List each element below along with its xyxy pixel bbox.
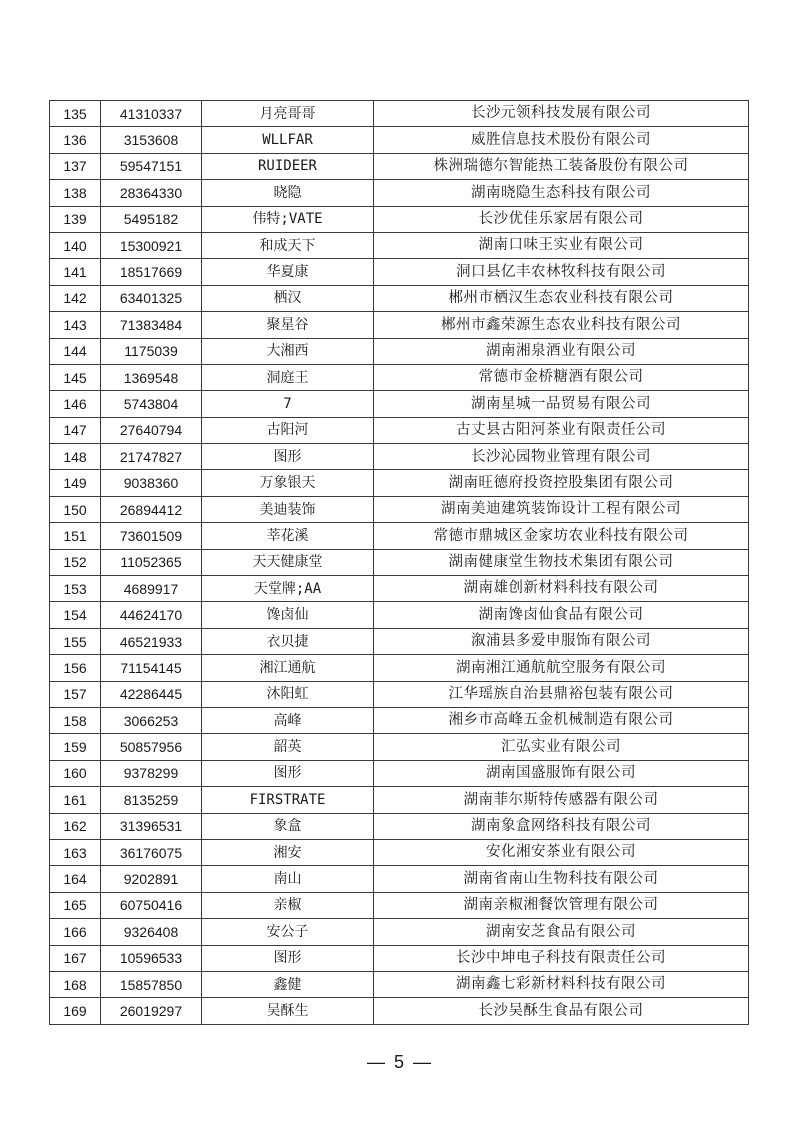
company-name: 湖南健康堂生物技术集团有限公司: [374, 549, 749, 575]
table-row: [50, 866, 749, 892]
row-number: 136: [50, 127, 101, 153]
company-name: 郴州市栖汉生态农业科技有限公司: [374, 285, 749, 311]
table-row: [50, 549, 749, 575]
trademark-name: WLLFAR: [202, 127, 374, 153]
table-row: [50, 206, 749, 232]
company-name: 湖南晓隐生态科技有限公司: [374, 180, 749, 206]
trademark-table: [49, 100, 749, 1025]
table-row: [50, 523, 749, 549]
row-number: 160: [50, 760, 101, 786]
registration-number: 9378299: [101, 760, 202, 786]
registration-number: 27640794: [101, 417, 202, 443]
trademark-name: 晓隐: [202, 180, 374, 206]
table-row: [50, 285, 749, 311]
trademark-name: 莘花溪: [202, 523, 374, 549]
table-row: [50, 391, 749, 417]
table-row: [50, 707, 749, 733]
company-name: 湖南馋卤仙食品有限公司: [374, 602, 749, 628]
trademark-name: 南山: [202, 866, 374, 892]
table-row: [50, 444, 749, 470]
registration-number: 1369548: [101, 364, 202, 390]
company-name: 湖南省南山生物科技有限公司: [374, 866, 749, 892]
company-name: 古丈县古阳河茶业有限责任公司: [374, 417, 749, 443]
registration-number: 18517669: [101, 259, 202, 285]
trademark-name: 7: [202, 391, 374, 417]
table-row: [50, 919, 749, 945]
table-row: [50, 576, 749, 602]
company-name: 常德市鼎城区金家坊农业科技有限公司: [374, 523, 749, 549]
trademark-name: 古阳河: [202, 417, 374, 443]
row-number: 155: [50, 628, 101, 654]
registration-number: 26894412: [101, 496, 202, 522]
company-name: 长沙优佳乐家居有限公司: [374, 206, 749, 232]
table-row: [50, 760, 749, 786]
registration-number: 15857850: [101, 971, 202, 997]
trademark-name: 美迪装饰: [202, 496, 374, 522]
registration-number: 31396531: [101, 813, 202, 839]
table-row: [50, 364, 749, 390]
registration-number: 11052365: [101, 549, 202, 575]
table-row: [50, 312, 749, 338]
trademark-name: 韶英: [202, 734, 374, 760]
row-number: 167: [50, 945, 101, 971]
registration-number: 9202891: [101, 866, 202, 892]
trademark-name: 月亮哥哥: [202, 101, 374, 127]
company-name: 郴州市鑫荣源生态农业科技有限公司: [374, 312, 749, 338]
table-row: [50, 259, 749, 285]
row-number: 152: [50, 549, 101, 575]
registration-number: 44624170: [101, 602, 202, 628]
company-name: 溆浦县多爱申服饰有限公司: [374, 628, 749, 654]
company-name: 长沙吴酥生食品有限公司: [374, 998, 749, 1024]
company-name: 湖南亲椒湘餐饮管理有限公司: [374, 892, 749, 918]
table-row: [50, 153, 749, 179]
registration-number: 60750416: [101, 892, 202, 918]
trademark-name: 图形: [202, 760, 374, 786]
trademark-name: 衣贝捷: [202, 628, 374, 654]
page-number: — 5 —: [366, 1052, 433, 1072]
table-row: [50, 998, 749, 1024]
company-name: 湖南湘江通航航空服务有限公司: [374, 655, 749, 681]
row-number: 139: [50, 206, 101, 232]
row-number: 138: [50, 180, 101, 206]
trademark-name: 鑫健: [202, 971, 374, 997]
table-row: [50, 628, 749, 654]
trademark-name: 万象银天: [202, 470, 374, 496]
row-number: 148: [50, 444, 101, 470]
row-number: 153: [50, 576, 101, 602]
company-name: 湖南星城一品贸易有限公司: [374, 391, 749, 417]
trademark-name: 湘江通航: [202, 655, 374, 681]
table-row: [50, 127, 749, 153]
row-number: 162: [50, 813, 101, 839]
row-number: 147: [50, 417, 101, 443]
trademark-name: 沐阳虹: [202, 681, 374, 707]
trademark-name: 洞庭王: [202, 364, 374, 390]
company-name: 威胜信息技术股份有限公司: [374, 127, 749, 153]
trademark-name: 高峰: [202, 707, 374, 733]
row-number: 146: [50, 391, 101, 417]
row-number: 141: [50, 259, 101, 285]
company-name: 湖南雄创新材料科技有限公司: [374, 576, 749, 602]
row-number: 137: [50, 153, 101, 179]
registration-number: 3153608: [101, 127, 202, 153]
row-number: 163: [50, 839, 101, 865]
trademark-name: 馋卤仙: [202, 602, 374, 628]
registration-number: 28364330: [101, 180, 202, 206]
trademark-name: 象盒: [202, 813, 374, 839]
registration-number: 71383484: [101, 312, 202, 338]
trademark-name: 吴酥生: [202, 998, 374, 1024]
company-name: 长沙沁园物业管理有限公司: [374, 444, 749, 470]
registration-number: 9326408: [101, 919, 202, 945]
row-number: 158: [50, 707, 101, 733]
row-number: 154: [50, 602, 101, 628]
table-row: [50, 338, 749, 364]
table-body: [50, 101, 749, 1025]
table-row: [50, 971, 749, 997]
registration-number: 59547151: [101, 153, 202, 179]
company-name: 湖南美迪建筑装饰设计工程有限公司: [374, 496, 749, 522]
table-row: [50, 232, 749, 258]
trademark-name: 安公子: [202, 919, 374, 945]
registration-number: 41310337: [101, 101, 202, 127]
row-number: 165: [50, 892, 101, 918]
row-number: 168: [50, 971, 101, 997]
registration-number: 63401325: [101, 285, 202, 311]
registration-number: 15300921: [101, 232, 202, 258]
company-name: 湖南菲尔斯特传感器有限公司: [374, 787, 749, 813]
registration-number: 8135259: [101, 787, 202, 813]
trademark-name: 亲椒: [202, 892, 374, 918]
company-name: 江华瑶族自治县鼎裕包装有限公司: [374, 681, 749, 707]
row-number: 144: [50, 338, 101, 364]
table-row: [50, 180, 749, 206]
registration-number: 36176075: [101, 839, 202, 865]
row-number: 161: [50, 787, 101, 813]
row-number: 143: [50, 312, 101, 338]
company-name: 湖南国盛服饰有限公司: [374, 760, 749, 786]
registration-number: 50857956: [101, 734, 202, 760]
table-row: [50, 417, 749, 443]
table-row: [50, 945, 749, 971]
company-name: 长沙元领科技发展有限公司: [374, 101, 749, 127]
table-row: [50, 839, 749, 865]
table-row: [50, 681, 749, 707]
table-row: [50, 470, 749, 496]
registration-number: 3066253: [101, 707, 202, 733]
table-row: [50, 602, 749, 628]
trademark-name: 栖汉: [202, 285, 374, 311]
trademark-name: 湘安: [202, 839, 374, 865]
company-name: 长沙中坤电子科技有限责任公司: [374, 945, 749, 971]
trademark-name: 和成天下: [202, 232, 374, 258]
registration-number: 26019297: [101, 998, 202, 1024]
registration-number: 5495182: [101, 206, 202, 232]
table-row: [50, 101, 749, 127]
trademark-name: 图形: [202, 444, 374, 470]
registration-number: 46521933: [101, 628, 202, 654]
company-name: 湖南象盒网络科技有限公司: [374, 813, 749, 839]
row-number: 150: [50, 496, 101, 522]
registration-number: 42286445: [101, 681, 202, 707]
registration-number: 9038360: [101, 470, 202, 496]
company-name: 安化湘安茶业有限公司: [374, 839, 749, 865]
registration-number: 71154145: [101, 655, 202, 681]
company-name: 湖南安芝食品有限公司: [374, 919, 749, 945]
company-name: 汇弘实业有限公司: [374, 734, 749, 760]
trademark-name: 华夏康: [202, 259, 374, 285]
table-row: [50, 813, 749, 839]
company-name: 常德市金桥糖酒有限公司: [374, 364, 749, 390]
table-row: [50, 496, 749, 522]
company-name: 湖南鑫七彩新材料科技有限公司: [374, 971, 749, 997]
trademark-name: 伟特;VATE: [202, 206, 374, 232]
row-number: 145: [50, 364, 101, 390]
registration-number: 73601509: [101, 523, 202, 549]
row-number: 151: [50, 523, 101, 549]
registration-number: 10596533: [101, 945, 202, 971]
row-number: 140: [50, 232, 101, 258]
row-number: 149: [50, 470, 101, 496]
registration-number: 4689917: [101, 576, 202, 602]
trademark-name: 天堂牌;AA: [202, 576, 374, 602]
table-row: [50, 892, 749, 918]
row-number: 169: [50, 998, 101, 1024]
registration-number: 21747827: [101, 444, 202, 470]
trademark-name: 图形: [202, 945, 374, 971]
company-name: 湖南旺德府投资控股集团有限公司: [374, 470, 749, 496]
company-name: 湖南湘泉酒业有限公司: [374, 338, 749, 364]
company-name: 湖南口味王实业有限公司: [374, 232, 749, 258]
trademark-name: FIRSTRATE: [202, 787, 374, 813]
row-number: 164: [50, 866, 101, 892]
table-row: [50, 655, 749, 681]
row-number: 157: [50, 681, 101, 707]
row-number: 142: [50, 285, 101, 311]
table-row: [50, 787, 749, 813]
company-name: 洞口县亿丰农林牧科技有限公司: [374, 259, 749, 285]
registration-number: 5743804: [101, 391, 202, 417]
registration-number: 1175039: [101, 338, 202, 364]
table-row: [50, 734, 749, 760]
row-number: 159: [50, 734, 101, 760]
row-number: 156: [50, 655, 101, 681]
row-number: 135: [50, 101, 101, 127]
company-name: 湘乡市高峰五金机械制造有限公司: [374, 707, 749, 733]
trademark-name: RUIDEER: [202, 153, 374, 179]
row-number: 166: [50, 919, 101, 945]
trademark-name: 大湘西: [202, 338, 374, 364]
trademark-name: 天天健康堂: [202, 549, 374, 575]
trademark-name: 聚星谷: [202, 312, 374, 338]
company-name: 株洲瑞德尔智能热工装备股份有限公司: [374, 153, 749, 179]
